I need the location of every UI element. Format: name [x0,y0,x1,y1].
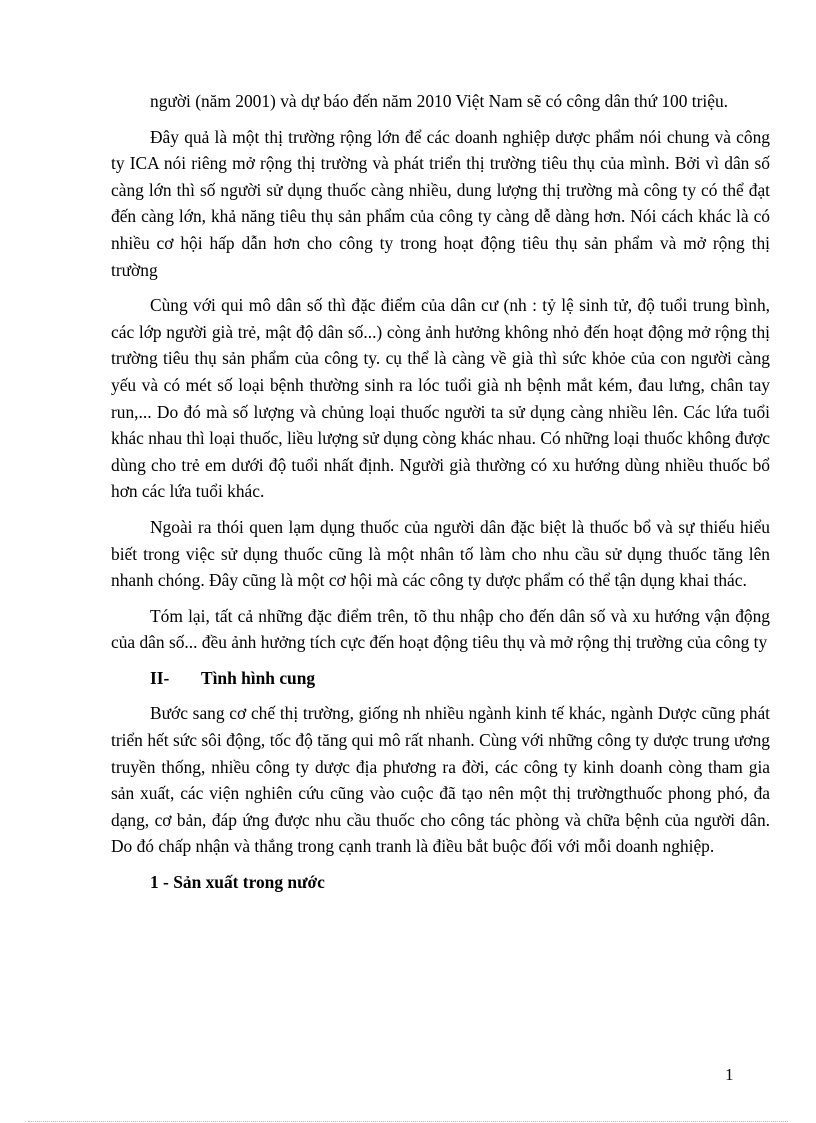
paragraph-summary: Tóm lại, tất cả những đặc điểm trên, tõ thu nhập cho đến dân số và xu hướng vận động của dân số... đều ảnh hưởng tích cực đến hoạt động tiêu thụ và mở rộng thị trường của công ty [111,605,770,653]
page-number: 1 [725,1065,734,1084]
section-title: Tình hình cung [201,667,316,688]
paragraph-supply-situation: Bước sang cơ chế thị trường, giống nh nhiều ngành kinh tế khác, ngành Dược cũng phát triển hết sức sôi động, tốc độ tăng qui mô rất nhanh. Cùng với những công ty dược trung ương truyền thống, nhiều công ty dược địa phương ra đời, các công ty kinh doanh còng tham gia sản xuất, các viện nghiên cứu cũng vào cuộc đã tạo nên một thị trườngthuốc phong phó, đa dạng, cơ bản, đáp ứng được nhu cầu thuốc cho công tác phòng và chữa bệnh của người dân. Do đó chấp nhận và thắng trong cạnh tranh là điều bắt buộc đối với mỗi doanh nghiệp. [111,703,770,857]
paragraph-population-characteristics: Cùng với qui mô dân số thì đặc điểm của dân cư (nh : tỷ lệ sinh tử, độ tuổi trung bình, các lớp người già trẻ, mật độ dân số...) còng ảnh hưởng không nhỏ đến hoạt động mở rộng thị trường tiêu thụ sản phẩm của công ty. cụ thể là càng về già thì sức khỏe của con người càng yếu và có mét số loại bệnh thường sinh ra lóc tuổi già nh bệnh mắt kém, đau lưng, chân tay run,... Do đó mà số lượng và chủng loại thuốc người ta sử dụng càng nhiều lên. Các lứa tuổi khác nhau thì loại thuốc, liều lượng sử dụng còng khác nhau. Có những loại thuốc không được dùng cho trẻ em dưới độ tuổi nhất định. Người già thường có xu hướng dùng nhiều thuốc bổ hơn các lứa tuổi khác. [111,295,770,502]
document-body [111,88,770,905]
section-heading-supply [111,665,770,692]
paragraph-population-continued: người (năm 2001) và dự báo đến năm 2010 Việt Nam sẽ có công dân thứ 100 triệu. [150,91,728,111]
paragraph-market-opportunity: Đây quả là một thị trường rộng lớn để các doanh nghiệp dược phẩm nói chung và công ty ICA nói riêng mở rộng thị trường và phát triển thị trường tiêu thụ của mình. Bởi vì dân số càng lớn thì số người sử dụng thuốc càng nhiều, dung lượng thị trường mà công ty có thể đạt đến càng lớn, khả năng tiêu thụ sản phẩm của công ty càng dễ dàng hơn. Nói cách khác là có nhiều cơ hội hấp dẫn hơn cho công ty trong hoạt động tiêu thụ sản phẩm và mở rộng thị trường [111,126,770,280]
section-number: II- [150,667,170,688]
subsection-heading-domestic-production [111,869,770,896]
subsection-number: 1 - [150,872,169,893]
paragraph-drug-habits: Ngoài ra thói quen lạm dụng thuốc của người dân đặc biệt là thuốc bổ và sự thiếu hiểu biết trong việc sử dụng thuốc cũng là một nhân tố làm cho nhu cầu sử dụng thuốc tăng lên nhanh chóng. Đây cũng là một cơ hội mà các công ty dược phẩm có thể tận dụng khai thác. [111,516,770,591]
page-bottom-divider [28,1121,788,1122]
subsection-title: Sản xuất trong nước [173,872,325,893]
